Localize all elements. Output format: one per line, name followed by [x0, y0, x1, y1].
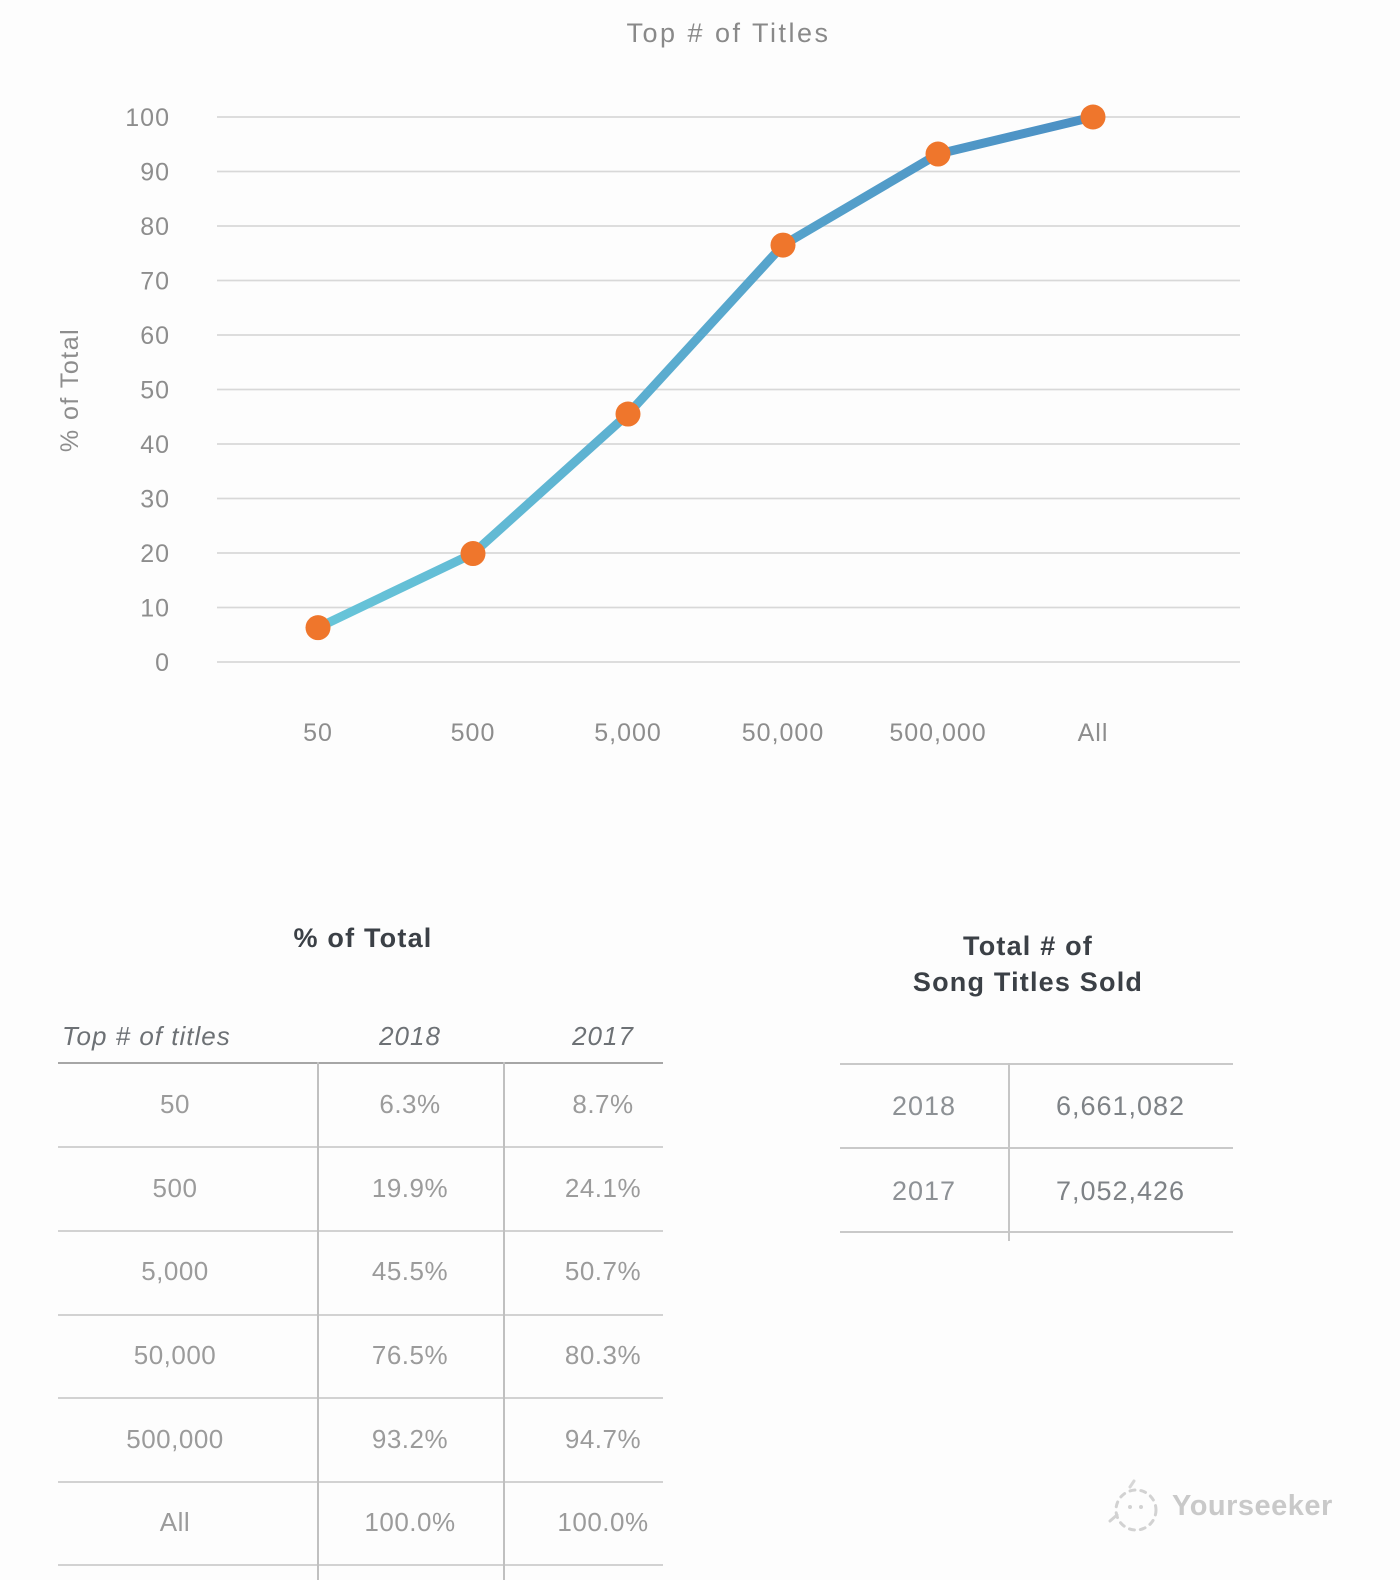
y-tick-label: 40 — [140, 431, 170, 459]
x-tick-label: 50,000 — [741, 719, 825, 747]
totals-title-line2: Song Titles Sold — [912, 967, 1144, 997]
y-tick-label: 30 — [140, 485, 170, 514]
percent-table-title: % of Total — [293, 923, 433, 953]
row-label: 500 — [152, 1173, 198, 1203]
row-total: 7,052,426 — [1055, 1176, 1186, 1206]
table-row — [840, 1086, 1233, 1126]
y-tick-label: 0 — [155, 649, 170, 677]
table-border — [840, 1231, 1233, 1233]
value-2018: 19.9% — [371, 1173, 449, 1203]
table-divider — [503, 1062, 505, 1580]
table-border — [58, 1062, 663, 1064]
table-row — [58, 1168, 663, 1208]
row-label: All — [159, 1507, 191, 1537]
x-tick-label: 500,000 — [889, 719, 987, 747]
table-border — [58, 1397, 663, 1399]
y-tick-label: 50 — [140, 376, 170, 405]
table-border — [58, 1564, 663, 1566]
value-2017: 24.1% — [564, 1173, 642, 1203]
y-tick-label: 20 — [140, 540, 170, 568]
data-point-marker — [1081, 105, 1106, 130]
x-tick-label: All — [1077, 719, 1109, 747]
table-row — [840, 1171, 1233, 1211]
x-tick-label: 5,000 — [594, 719, 662, 747]
row-total: 6,661,082 — [1055, 1091, 1186, 1121]
row-label: 50 — [160, 1089, 190, 1119]
data-point-marker — [461, 541, 486, 566]
table-border — [58, 1146, 663, 1148]
table-row — [58, 1419, 663, 1459]
value-2017: 8.7% — [572, 1089, 634, 1119]
totals-table-title — [828, 928, 1228, 1000]
table-row — [58, 1084, 663, 1124]
y-tick-label: 70 — [140, 267, 170, 296]
yourseeker-logo-icon — [1103, 1477, 1165, 1539]
value-2017: 50.7% — [564, 1256, 642, 1286]
table-row — [58, 1335, 663, 1375]
data-point-marker — [306, 615, 331, 640]
table-row — [58, 1251, 663, 1291]
x-tick-label: 500 — [450, 719, 496, 747]
value-2018: 76.5% — [371, 1340, 449, 1370]
value-2018: 45.5% — [371, 1256, 449, 1286]
row-label: 5,000 — [141, 1256, 209, 1286]
y-tick-label: 80 — [140, 213, 170, 241]
value-2017: 94.7% — [564, 1424, 642, 1454]
y-axis-title: % of Total — [56, 327, 84, 453]
percent-table-header-row — [58, 1016, 663, 1056]
table-border — [840, 1063, 1233, 1065]
table-row — [58, 1502, 663, 1542]
table-divider — [1008, 1063, 1010, 1241]
table-border — [58, 1481, 663, 1483]
value-2018: 93.2% — [371, 1424, 449, 1454]
y-tick-label: 90 — [140, 158, 170, 187]
totals-title-line1: Total # of — [963, 931, 1093, 961]
data-point-marker — [771, 233, 796, 258]
table-border — [58, 1314, 663, 1316]
y-tick-label: 10 — [140, 594, 170, 623]
table-border — [840, 1147, 1233, 1149]
series-line-2018 — [318, 117, 1093, 628]
value-2018: 100.0% — [364, 1507, 456, 1537]
value-2017: 80.3% — [564, 1340, 642, 1370]
x-tick-label: 50 — [303, 719, 333, 747]
value-2018: 6.3% — [379, 1089, 441, 1119]
row-label: 50,000 — [133, 1340, 217, 1370]
percent-header-col3: 2017 — [572, 1021, 634, 1051]
row-year: 2018 — [891, 1091, 957, 1121]
table-divider — [317, 1062, 319, 1580]
data-point-marker — [926, 142, 951, 167]
percent-header-col1: Top # of titles — [62, 1021, 231, 1051]
y-tick-label: 100 — [125, 104, 170, 132]
y-tick-label: 60 — [140, 322, 170, 350]
data-point-marker — [616, 402, 641, 427]
row-label: 500,000 — [126, 1424, 224, 1454]
value-2017: 100.0% — [557, 1507, 649, 1537]
chart-title: Top # of Titles — [626, 18, 831, 48]
row-year: 2017 — [891, 1176, 957, 1206]
percent-header-col2: 2018 — [379, 1021, 441, 1051]
table-border — [58, 1230, 663, 1232]
yourseeker-watermark: Yourseeker — [1172, 1490, 1333, 1522]
